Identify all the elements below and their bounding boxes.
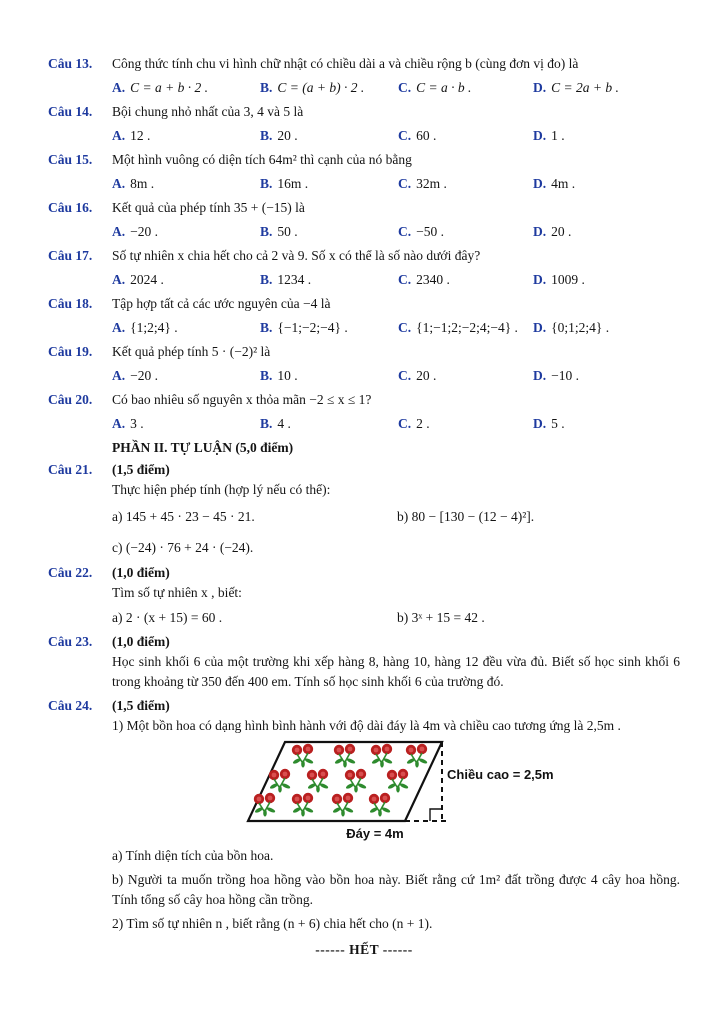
option-letter: C. — [398, 416, 412, 431]
option-text: 20 . — [277, 128, 298, 143]
question-line — [48, 632, 680, 652]
parallelogram-diagram — [230, 738, 460, 834]
part2-heading: PHẦN II. TỰ LUẬN (5,0 điểm) — [112, 440, 294, 455]
option-c — [398, 222, 533, 242]
options-row — [48, 318, 680, 338]
question-block-20 — [48, 390, 680, 434]
option-a — [112, 126, 260, 146]
subparts-row — [48, 608, 680, 628]
question-number: Câu 15. — [48, 152, 93, 167]
question-block-16 — [48, 198, 680, 242]
option-letter: D. — [533, 416, 547, 431]
part2-text: 2) Tìm số tự nhiên n , biết rằng (n + 6) chia hết cho (n + 1). — [112, 916, 433, 931]
option-a — [112, 318, 260, 338]
question-line — [48, 102, 680, 122]
question-line — [48, 460, 680, 480]
options-row — [48, 414, 680, 434]
question-number: Câu 23. — [48, 634, 93, 649]
question-line — [48, 342, 680, 362]
option-d — [533, 270, 585, 290]
question-number: Câu 20. — [48, 392, 93, 407]
option-text: 1 . — [551, 128, 565, 143]
option-text: 60 . — [416, 128, 437, 143]
option-letter: A. — [112, 272, 126, 287]
option-text: 8m . — [130, 176, 155, 191]
question-number: Câu 13. — [48, 56, 93, 71]
option-a — [112, 174, 260, 194]
question-intro: Tìm số tự nhiên x , biết: — [112, 585, 242, 600]
option-text: 50 . — [277, 224, 298, 239]
figure-height-label: Chiều cao = 2,5m — [447, 767, 554, 782]
question-number: Câu 21. — [48, 462, 93, 477]
option-b — [260, 174, 398, 194]
question-block-13 — [48, 54, 680, 98]
question-number: Câu 14. — [48, 104, 93, 119]
question-text: Số tự nhiên x chia hết cho cả 2 và 9. Số x có thể là số nào dưới đây? — [112, 248, 481, 263]
option-letter: A. — [112, 368, 126, 383]
options-row — [48, 222, 680, 242]
option-c — [398, 318, 533, 338]
option-c — [398, 174, 533, 194]
option-c — [398, 126, 533, 146]
option-text: 20 . — [416, 368, 437, 383]
question-text: Kết quả của phép tính 35 + (−15) là — [112, 200, 305, 215]
option-b — [260, 414, 398, 434]
option-b — [260, 270, 398, 290]
option-b — [260, 222, 398, 242]
option-text: 1009 . — [551, 272, 585, 287]
option-c — [398, 366, 533, 386]
question-intro: Thực hiện phép tính (hợp lý nếu có thể): — [112, 482, 331, 497]
question-line — [48, 198, 680, 218]
option-letter: B. — [260, 128, 273, 143]
part1b-text: b) Người ta muốn trồng hoa hồng vào bồn hoa này. Biết rằng cứ 1m² đất trồng được 4 cây hoa hồng. Tính tổng số cây hoa hồng cần trồng. — [112, 872, 680, 907]
option-text: 16m . — [277, 176, 309, 191]
option-text: 4 . — [277, 416, 291, 431]
option-letter: B. — [260, 368, 273, 383]
option-text: {−1;−2;−4} . — [277, 320, 348, 335]
option-text: 2340 . — [416, 272, 450, 287]
question-block-23 — [48, 632, 680, 692]
option-letter: D. — [533, 80, 547, 95]
question-line — [48, 696, 680, 716]
option-letter: D. — [533, 320, 547, 335]
options-row — [48, 366, 680, 386]
option-text: {0;1;2;4} . — [551, 320, 610, 335]
question-text: Một hình vuông có diện tích 64m² thì cạnh của nó bằng — [112, 152, 412, 167]
options-row — [48, 126, 680, 146]
question-number: Câu 18. — [48, 296, 93, 311]
option-letter: B. — [260, 224, 273, 239]
option-letter: D. — [533, 176, 547, 191]
question-points: (1,5 điểm) — [112, 698, 170, 713]
option-text: C = a · b . — [416, 80, 472, 95]
question-block-15 — [48, 150, 680, 194]
options-row — [48, 270, 680, 290]
option-letter: C. — [398, 272, 412, 287]
option-d — [533, 126, 565, 146]
option-text: {1;−1;2;−2;4;−4} . — [416, 320, 518, 335]
options-row — [48, 78, 680, 98]
option-text: −20 . — [130, 368, 158, 383]
question-points: (1,0 điểm) — [112, 565, 170, 580]
option-text: 20 . — [551, 224, 572, 239]
subpart-a: a) 2 · (x + 15) = 60 . — [112, 610, 223, 625]
question-text: Kết quả phép tính 5 · (−2)² là — [112, 344, 271, 359]
question-block-24 — [48, 696, 680, 934]
question-line — [48, 150, 680, 170]
question-number: Câu 16. — [48, 200, 93, 215]
option-letter: A. — [112, 80, 126, 95]
question-block-14 — [48, 102, 680, 146]
option-a — [112, 270, 260, 290]
question-text: Công thức tính chu vi hình chữ nhật có chiều dài a và chiều rộng b (cùng đơn vị đo) là — [112, 56, 579, 71]
option-d — [533, 414, 565, 434]
subparts-row — [48, 505, 680, 529]
question-points: (1,0 điểm) — [112, 634, 170, 649]
figure-base-label: Đáy = 4m — [346, 826, 404, 841]
option-b — [260, 126, 398, 146]
option-text: 32m . — [416, 176, 447, 191]
option-d — [533, 78, 619, 98]
part1a-text: a) Tính diện tích của bồn hoa. — [112, 848, 274, 863]
question-block-17 — [48, 246, 680, 290]
option-letter: B. — [260, 416, 273, 431]
option-text: C = a + b · 2 . — [130, 80, 208, 95]
question-block-18 — [48, 294, 680, 338]
end-marker: ------ HẾT ------ — [315, 942, 413, 957]
option-text: 10 . — [277, 368, 298, 383]
option-text: {1;2;4} . — [130, 320, 178, 335]
option-letter: A. — [112, 176, 126, 191]
option-d — [533, 174, 575, 194]
option-a — [112, 414, 260, 434]
question-block-19 — [48, 342, 680, 386]
option-text: C = (a + b) · 2 . — [277, 80, 365, 95]
question-line — [48, 54, 680, 74]
part1-text: 1) Một bồn hoa có dạng hình bình hành với độ dài đáy là 4m và chiều cao tương ứng là 2,5m . — [112, 718, 621, 733]
question-text: Học sinh khối 6 của một trường khi xếp hàng 8, hàng 10, hàng 12 đều vừa đủ. Biết số học sinh khối 6 trong khoảng từ 350 đến 400 em. Tính số học sinh khối 6 của trường đó. — [112, 654, 680, 689]
question-number: Câu 24. — [48, 698, 93, 713]
option-letter: C. — [398, 368, 412, 383]
option-letter: C. — [398, 128, 412, 143]
option-text: 3 . — [130, 416, 144, 431]
option-letter: B. — [260, 176, 273, 191]
question-number: Câu 17. — [48, 248, 93, 263]
question-line — [48, 246, 680, 266]
option-letter: A. — [112, 320, 126, 335]
option-text: 2 . — [416, 416, 430, 431]
option-letter: C. — [398, 80, 412, 95]
option-letter: C. — [398, 320, 412, 335]
option-letter: C. — [398, 224, 412, 239]
option-text: −50 . — [416, 224, 444, 239]
option-a — [112, 366, 260, 386]
question-line — [48, 563, 680, 583]
option-letter: B. — [260, 80, 273, 95]
option-letter: D. — [533, 128, 547, 143]
option-text: C = 2a + b . — [551, 80, 619, 95]
option-a — [112, 78, 260, 98]
option-b — [260, 78, 398, 98]
subpart-c: c) (−24) · 76 + 24 · (−24). — [112, 540, 254, 555]
question-block-22 — [48, 563, 680, 628]
option-text: 4m . — [551, 176, 576, 191]
option-b — [260, 366, 398, 386]
option-letter: D. — [533, 368, 547, 383]
option-text: 5 . — [551, 416, 565, 431]
question-line — [48, 294, 680, 314]
option-letter: C. — [398, 176, 412, 191]
question-block-21 — [48, 460, 680, 559]
option-a — [112, 222, 260, 242]
option-letter: D. — [533, 272, 547, 287]
option-letter: A. — [112, 224, 126, 239]
right-angle-mark — [430, 809, 442, 821]
option-text: −20 . — [130, 224, 158, 239]
option-letter: B. — [260, 272, 273, 287]
option-text: 2024 . — [130, 272, 164, 287]
option-c — [398, 414, 533, 434]
flower-bed-figure — [48, 738, 680, 842]
question-text: Tập hợp tất cả các ước nguyên của −4 là — [112, 296, 331, 311]
option-d — [533, 366, 579, 386]
option-letter: A. — [112, 128, 126, 143]
option-text: 1234 . — [277, 272, 312, 287]
option-text: 12 . — [130, 128, 151, 143]
question-text: Bội chung nhỏ nhất của 3, 4 và 5 là — [112, 104, 304, 119]
option-c — [398, 270, 533, 290]
subpart-a: a) 145 + 45 · 23 − 45 · 21. — [112, 509, 255, 524]
option-b — [260, 318, 398, 338]
subpart-b: b) 80 − [130 − (12 − 4)²]. — [397, 509, 535, 524]
option-text: −10 . — [551, 368, 579, 383]
option-letter: D. — [533, 224, 547, 239]
option-letter: A. — [112, 416, 126, 431]
option-c — [398, 78, 533, 98]
options-row — [48, 174, 680, 194]
question-number: Câu 19. — [48, 344, 93, 359]
option-d — [533, 222, 571, 242]
question-number: Câu 22. — [48, 565, 93, 580]
subpart-b: b) 3ˣ + 15 = 42 . — [397, 610, 485, 625]
option-d — [533, 318, 609, 338]
question-points: (1,5 điểm) — [112, 462, 170, 477]
question-line — [48, 390, 680, 410]
option-letter: B. — [260, 320, 273, 335]
question-text: Có bao nhiêu số nguyên x thỏa mãn −2 ≤ x ≤ 1? — [112, 392, 372, 407]
